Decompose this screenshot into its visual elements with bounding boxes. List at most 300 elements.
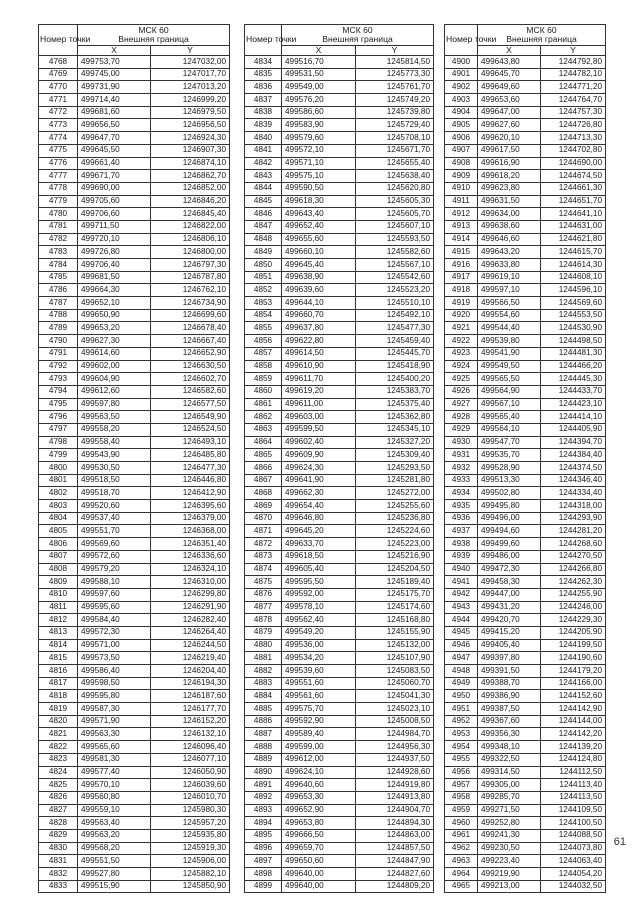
table-row — [39, 652, 230, 665]
point-number-cell: 4841 — [245, 144, 282, 157]
y-coordinate-cell: 1244631,00 — [541, 220, 606, 233]
point-number-cell: 4947 — [445, 652, 478, 665]
point-number-cell: 4876 — [245, 588, 282, 601]
table-row — [39, 436, 230, 449]
coordinate-system-header: МСК 60 Внешняя граница — [478, 25, 606, 46]
x-coordinate-cell: 499573,50 — [78, 652, 151, 665]
point-number-cell: 4836 — [245, 81, 282, 94]
y-column-header: Y — [151, 45, 230, 55]
x-coordinate-cell: 499646,60 — [478, 233, 541, 246]
y-coordinate-cell: 1246291,90 — [151, 601, 230, 614]
x-coordinate-cell: 499575,70 — [282, 703, 356, 716]
table-row — [245, 817, 434, 830]
y-coordinate-cell: 1244318,00 — [541, 500, 606, 513]
point-number-cell: 4842 — [245, 157, 282, 170]
table-row — [39, 297, 230, 310]
x-coordinate-cell: 499622,80 — [282, 335, 356, 348]
point-number-cell: 4787 — [39, 297, 78, 310]
table-row — [39, 829, 230, 842]
point-number-cell: 4901 — [445, 68, 478, 81]
y-coordinate-cell: 1245224,60 — [356, 525, 434, 538]
x-coordinate-cell: 499558,40 — [78, 436, 151, 449]
x-coordinate-cell: 499745,00 — [78, 68, 151, 81]
table-row — [245, 525, 434, 538]
x-coordinate-cell: 499647,00 — [478, 106, 541, 119]
table-row — [445, 56, 606, 69]
y-coordinate-cell: 1246412,90 — [151, 487, 230, 500]
point-number-cell: 4804 — [39, 512, 78, 525]
table-row — [39, 487, 230, 500]
y-coordinate-cell: 1245345,10 — [356, 423, 434, 436]
table-row — [39, 766, 230, 779]
point-number-cell: 4768 — [39, 56, 78, 69]
point-number-cell: 4937 — [445, 525, 478, 538]
y-coordinate-cell: 1244384,40 — [541, 449, 606, 462]
y-coordinate-cell: 1244674,50 — [541, 170, 606, 183]
table-row — [245, 779, 434, 792]
y-coordinate-cell: 1247013,20 — [151, 81, 230, 94]
y-coordinate-cell: 1244764,70 — [541, 94, 606, 107]
x-coordinate-cell: 499631,50 — [478, 195, 541, 208]
x-coordinate-cell: 499655,60 — [282, 233, 356, 246]
point-number-cell: 4928 — [445, 411, 478, 424]
x-coordinate-cell: 499650,90 — [78, 309, 151, 322]
y-coordinate-cell: 1244614,30 — [541, 259, 606, 272]
point-number-cell: 4774 — [39, 132, 78, 145]
x-coordinate-cell: 499664,30 — [78, 284, 151, 297]
y-coordinate-cell: 1245492,10 — [356, 309, 434, 322]
point-number-cell: 4781 — [39, 220, 78, 233]
point-number-cell: 4796 — [39, 411, 78, 424]
point-number-cell: 4863 — [245, 423, 282, 436]
x-coordinate-cell: 499554,60 — [478, 309, 541, 322]
x-coordinate-cell: 499653,60 — [478, 94, 541, 107]
table-row — [245, 284, 434, 297]
y-coordinate-cell: 1246446,80 — [151, 474, 230, 487]
point-number-cell: 4780 — [39, 208, 78, 221]
x-coordinate-cell: 499656,50 — [78, 119, 151, 132]
y-coordinate-cell: 1244032,50 — [541, 880, 606, 893]
point-number-cell: 4868 — [245, 487, 282, 500]
table-row — [445, 525, 606, 538]
y-coordinate-cell: 1245041,30 — [356, 690, 434, 703]
y-coordinate-cell: 1244553,50 — [541, 309, 606, 322]
table-row — [39, 500, 230, 513]
table-row — [245, 449, 434, 462]
x-coordinate-cell: 499230,50 — [478, 842, 541, 855]
point-number-cell: 4812 — [39, 614, 78, 627]
x-coordinate-cell: 499575,10 — [282, 170, 356, 183]
table-row — [39, 411, 230, 424]
y-coordinate-cell: 1245327,20 — [356, 436, 434, 449]
point-number-cell: 4847 — [245, 220, 282, 233]
point-number-cell: 4833 — [39, 880, 78, 893]
point-number-cell: 4880 — [245, 639, 282, 652]
y-coordinate-cell: 1244374,50 — [541, 462, 606, 475]
y-coordinate-cell: 1244262,30 — [541, 576, 606, 589]
point-number-cell: 4809 — [39, 576, 78, 589]
table-row — [39, 741, 230, 754]
y-coordinate-cell: 1244690,00 — [541, 157, 606, 170]
table-row — [39, 474, 230, 487]
point-number-cell: 4845 — [245, 195, 282, 208]
y-coordinate-cell: 1245761,70 — [356, 81, 434, 94]
point-number-cell: 4789 — [39, 322, 78, 335]
table-row — [245, 195, 434, 208]
table-row — [445, 487, 606, 500]
y-coordinate-cell: 1244113,50 — [541, 791, 606, 804]
y-coordinate-cell: 1245607,10 — [356, 220, 434, 233]
point-number-cell: 4886 — [245, 715, 282, 728]
x-coordinate-cell: 499579,20 — [78, 563, 151, 576]
y-coordinate-cell: 1244792,80 — [541, 56, 606, 69]
table-row — [245, 487, 434, 500]
y-coordinate-cell: 1246667,40 — [151, 335, 230, 348]
point-number-cell: 4879 — [245, 626, 282, 639]
x-coordinate-cell: 499623,80 — [478, 182, 541, 195]
y-column-header: Y — [356, 45, 434, 55]
y-coordinate-cell: 1246485,80 — [151, 449, 230, 462]
x-coordinate-cell: 499643,20 — [478, 246, 541, 259]
y-coordinate-cell: 1246282,40 — [151, 614, 230, 627]
y-coordinate-cell: 1244928,60 — [356, 766, 434, 779]
x-coordinate-cell: 499609,90 — [282, 449, 356, 462]
point-number-cell: 4831 — [39, 855, 78, 868]
x-coordinate-cell: 499322,50 — [478, 753, 541, 766]
x-coordinate-cell: 499660,10 — [282, 246, 356, 259]
x-coordinate-cell: 499646,80 — [282, 512, 356, 525]
point-number-cell: 4816 — [39, 665, 78, 678]
point-number-cell: 4929 — [445, 423, 478, 436]
table-row — [445, 715, 606, 728]
point-number-cell: 4939 — [445, 550, 478, 563]
x-coordinate-cell: 499388,70 — [478, 677, 541, 690]
y-coordinate-cell: 1245729,40 — [356, 119, 434, 132]
y-coordinate-cell: 1245060,70 — [356, 677, 434, 690]
y-coordinate-cell: 1246324,10 — [151, 563, 230, 576]
y-coordinate-cell: 1245773,30 — [356, 68, 434, 81]
y-coordinate-cell: 1245175,70 — [356, 588, 434, 601]
x-coordinate-cell: 499527,80 — [78, 868, 151, 881]
table-row — [39, 94, 230, 107]
x-coordinate-cell: 499661,40 — [78, 157, 151, 170]
y-coordinate-cell: 1245400,20 — [356, 373, 434, 386]
table-row — [445, 639, 606, 652]
point-number-cell: 4949 — [445, 677, 478, 690]
point-number-cell: 4952 — [445, 715, 478, 728]
y-coordinate-cell: 1245383,70 — [356, 385, 434, 398]
table-row — [245, 246, 434, 259]
x-coordinate-cell: 499627,60 — [478, 119, 541, 132]
table-row — [445, 347, 606, 360]
point-number-cell: 4813 — [39, 626, 78, 639]
x-coordinate-cell: 499604,90 — [78, 373, 151, 386]
table-row — [445, 626, 606, 639]
point-number-cell: 4856 — [245, 335, 282, 348]
table-row — [39, 753, 230, 766]
x-coordinate-cell: 499633,80 — [478, 259, 541, 272]
point-number-cell: 4783 — [39, 246, 78, 259]
x-coordinate-cell: 499472,30 — [478, 563, 541, 576]
y-coordinate-cell: 1246762,10 — [151, 284, 230, 297]
x-coordinate-cell: 499753,70 — [78, 56, 151, 69]
x-coordinate-cell: 499564,10 — [478, 423, 541, 436]
y-coordinate-cell: 1245906,00 — [151, 855, 230, 868]
point-number-cell: 4786 — [39, 284, 78, 297]
table-row — [39, 182, 230, 195]
table-row — [245, 665, 434, 678]
table-row — [245, 601, 434, 614]
table-row — [39, 639, 230, 652]
y-coordinate-cell: 1245189,40 — [356, 576, 434, 589]
y-coordinate-cell: 1244423,10 — [541, 398, 606, 411]
table-row — [245, 829, 434, 842]
table-row — [245, 411, 434, 424]
table-row — [39, 233, 230, 246]
point-number-cell: 4878 — [245, 614, 282, 627]
table-row — [39, 449, 230, 462]
x-coordinate-cell: 499618,20 — [478, 170, 541, 183]
point-number-cell: 4824 — [39, 766, 78, 779]
y-coordinate-cell: 1246845,40 — [151, 208, 230, 221]
x-coordinate-cell: 499535,70 — [478, 449, 541, 462]
y-coordinate-cell: 1246299,80 — [151, 588, 230, 601]
table-row — [245, 512, 434, 525]
x-coordinate-cell: 499486,00 — [478, 550, 541, 563]
y-coordinate-cell: 1245749,20 — [356, 94, 434, 107]
y-coordinate-cell: 1244569,60 — [541, 297, 606, 310]
table-row — [245, 94, 434, 107]
table-row — [445, 106, 606, 119]
point-number-cell: 4773 — [39, 119, 78, 132]
point-number-cell: 4963 — [445, 855, 478, 868]
point-number-cell: 4934 — [445, 487, 478, 500]
x-coordinate-cell: 499549,20 — [282, 626, 356, 639]
point-number-cell: 4891 — [245, 779, 282, 792]
x-coordinate-cell: 499572,10 — [282, 144, 356, 157]
x-coordinate-cell: 499578,10 — [282, 601, 356, 614]
point-number-cell: 4844 — [245, 182, 282, 195]
point-number-cell: 4899 — [245, 880, 282, 893]
x-coordinate-cell: 499252,80 — [478, 817, 541, 830]
x-coordinate-cell: 499624,10 — [282, 766, 356, 779]
point-number-cell: 4800 — [39, 462, 78, 475]
x-coordinate-cell: 499589,40 — [282, 728, 356, 741]
table-row — [445, 665, 606, 678]
y-coordinate-cell: 1246077,10 — [151, 753, 230, 766]
x-coordinate-cell: 499681,60 — [78, 106, 151, 119]
point-number-cell: 4843 — [245, 170, 282, 183]
y-coordinate-cell: 1245083,50 — [356, 665, 434, 678]
x-coordinate-cell: 499537,40 — [78, 512, 151, 525]
point-number-cell: 4817 — [39, 677, 78, 690]
point-number-cell: 4826 — [39, 791, 78, 804]
x-coordinate-cell: 499502,80 — [478, 487, 541, 500]
x-coordinate-cell: 499566,50 — [478, 297, 541, 310]
table-row — [445, 779, 606, 792]
point-number-cell: 4917 — [445, 271, 478, 284]
x-coordinate-cell: 499528,90 — [478, 462, 541, 475]
table-row — [245, 652, 434, 665]
table-row — [245, 423, 434, 436]
y-coordinate-cell: 1246699,60 — [151, 309, 230, 322]
table-row — [245, 360, 434, 373]
y-coordinate-cell: 1246797,30 — [151, 259, 230, 272]
point-number-cell: 4862 — [245, 411, 282, 424]
point-number-cell: 4801 — [39, 474, 78, 487]
x-coordinate-cell: 499645,40 — [282, 259, 356, 272]
point-number-cell: 4784 — [39, 259, 78, 272]
table-row — [39, 614, 230, 627]
point-number-cell: 4898 — [245, 868, 282, 881]
x-coordinate-cell: 499640,00 — [282, 880, 356, 893]
y-coordinate-cell: 1244757,30 — [541, 106, 606, 119]
table-row — [245, 233, 434, 246]
x-coordinate-cell: 499567,10 — [478, 398, 541, 411]
table-row — [445, 259, 606, 272]
table-row — [445, 436, 606, 449]
x-coordinate-cell: 499618,30 — [282, 195, 356, 208]
x-coordinate-cell: 499711,50 — [78, 220, 151, 233]
x-coordinate-cell: 499659,70 — [282, 842, 356, 855]
table-row — [445, 791, 606, 804]
y-coordinate-cell: 1245582,60 — [356, 246, 434, 259]
point-number-cell: 4957 — [445, 779, 478, 792]
y-coordinate-cell: 1246244,50 — [151, 639, 230, 652]
table-row — [39, 842, 230, 855]
point-number-cell: 4838 — [245, 106, 282, 119]
point-number-cell: 4837 — [245, 94, 282, 107]
y-coordinate-cell: 1246956,50 — [151, 119, 230, 132]
table-row — [445, 550, 606, 563]
table-row — [245, 462, 434, 475]
x-coordinate-cell: 499592,90 — [282, 715, 356, 728]
point-number-cell: 4912 — [445, 208, 478, 221]
coordinates-body — [445, 56, 606, 893]
x-coordinate-cell: 499645,20 — [282, 525, 356, 538]
table-row — [245, 132, 434, 145]
x-coordinate-cell: 499633,70 — [282, 538, 356, 551]
table-row — [245, 614, 434, 627]
y-coordinate-cell: 1244661,30 — [541, 182, 606, 195]
x-coordinate-cell: 499639,60 — [282, 284, 356, 297]
x-coordinate-cell: 499549,50 — [478, 360, 541, 373]
x-coordinate-cell: 499595,50 — [282, 576, 356, 589]
point-number-cell: 4866 — [245, 462, 282, 475]
table-row — [445, 868, 606, 881]
y-coordinate-cell: 1245216,90 — [356, 550, 434, 563]
table-row — [445, 766, 606, 779]
point-number-cell: 4956 — [445, 766, 478, 779]
y-coordinate-cell: 1244266,80 — [541, 563, 606, 576]
x-coordinate-cell: 499614,50 — [282, 347, 356, 360]
table-row — [445, 81, 606, 94]
x-coordinate-cell: 499602,00 — [78, 360, 151, 373]
point-number-cell: 4830 — [39, 842, 78, 855]
x-coordinate-cell: 499597,80 — [78, 398, 151, 411]
x-coordinate-cell: 499314,50 — [478, 766, 541, 779]
point-number-cell: 4953 — [445, 728, 478, 741]
point-number-cell: 4902 — [445, 81, 478, 94]
point-number-cell: 4870 — [245, 512, 282, 525]
x-coordinate-cell: 499543,90 — [78, 449, 151, 462]
y-coordinate-cell: 1246806,10 — [151, 233, 230, 246]
point-number-cell: 4829 — [39, 829, 78, 842]
table-row — [245, 588, 434, 601]
x-coordinate-cell: 499551,50 — [78, 855, 151, 868]
table-row — [445, 233, 606, 246]
y-coordinate-cell: 1244913,80 — [356, 791, 434, 804]
y-coordinate-cell: 1246336,60 — [151, 550, 230, 563]
x-coordinate-cell: 499705,60 — [78, 195, 151, 208]
x-coordinate-cell: 499560,80 — [78, 791, 151, 804]
x-coordinate-cell: 499547,70 — [478, 436, 541, 449]
y-coordinate-cell: 1244073,80 — [541, 842, 606, 855]
x-coordinate-cell: 499241,30 — [478, 829, 541, 842]
table-row — [39, 576, 230, 589]
point-number-cell: 4865 — [245, 449, 282, 462]
table-row — [445, 652, 606, 665]
y-coordinate-cell: 1244346,40 — [541, 474, 606, 487]
table-row — [445, 753, 606, 766]
table-row — [445, 690, 606, 703]
point-number-cell: 4910 — [445, 182, 478, 195]
x-coordinate-cell: 499223,40 — [478, 855, 541, 868]
y-coordinate-cell: 1246395,60 — [151, 500, 230, 513]
x-coordinate-cell: 499558,20 — [78, 423, 151, 436]
y-coordinate-cell: 1244894,30 — [356, 817, 434, 830]
x-coordinate-cell: 499420,70 — [478, 614, 541, 627]
y-coordinate-cell: 1246582,60 — [151, 385, 230, 398]
y-coordinate-cell: 1246549,90 — [151, 411, 230, 424]
x-coordinate-cell: 499597,10 — [478, 284, 541, 297]
x-coordinate-cell: 499653,80 — [282, 817, 356, 830]
x-coordinate-cell: 499586,60 — [282, 106, 356, 119]
x-coordinate-cell: 499495,80 — [478, 500, 541, 513]
x-coordinate-cell: 499539,60 — [282, 665, 356, 678]
table-row — [245, 157, 434, 170]
x-coordinate-cell: 499638,60 — [478, 220, 541, 233]
point-number-cell: 4819 — [39, 703, 78, 716]
y-coordinate-cell: 1244530,90 — [541, 322, 606, 335]
coordinates-body — [245, 56, 434, 893]
point-number-cell: 4872 — [245, 538, 282, 551]
table-row — [245, 677, 434, 690]
y-coordinate-cell: 1246846,20 — [151, 195, 230, 208]
point-number-cell: 4950 — [445, 690, 478, 703]
y-coordinate-cell: 1246310,00 — [151, 576, 230, 589]
point-number-cell: 4943 — [445, 601, 478, 614]
x-coordinate-cell: 499518,70 — [78, 487, 151, 500]
x-coordinate-cell: 499447,00 — [478, 588, 541, 601]
x-coordinate-cell: 499726,80 — [78, 246, 151, 259]
table-row — [245, 56, 434, 69]
x-coordinate-cell: 499612,60 — [78, 385, 151, 398]
x-coordinate-cell: 499620,10 — [478, 132, 541, 145]
x-coordinate-cell: 499588,10 — [78, 576, 151, 589]
y-coordinate-cell: 1245155,90 — [356, 626, 434, 639]
x-coordinate-cell: 499603,00 — [282, 411, 356, 424]
y-coordinate-cell: 1245655,40 — [356, 157, 434, 170]
y-coordinate-cell: 1244984,70 — [356, 728, 434, 741]
table-row — [245, 170, 434, 183]
y-coordinate-cell: 1245567,10 — [356, 259, 434, 272]
x-coordinate-cell: 499356,30 — [478, 728, 541, 741]
table-row — [39, 525, 230, 538]
point-number-cell: 4913 — [445, 220, 478, 233]
y-coordinate-cell: 1246822,00 — [151, 220, 230, 233]
y-coordinate-cell: 1244726,80 — [541, 119, 606, 132]
